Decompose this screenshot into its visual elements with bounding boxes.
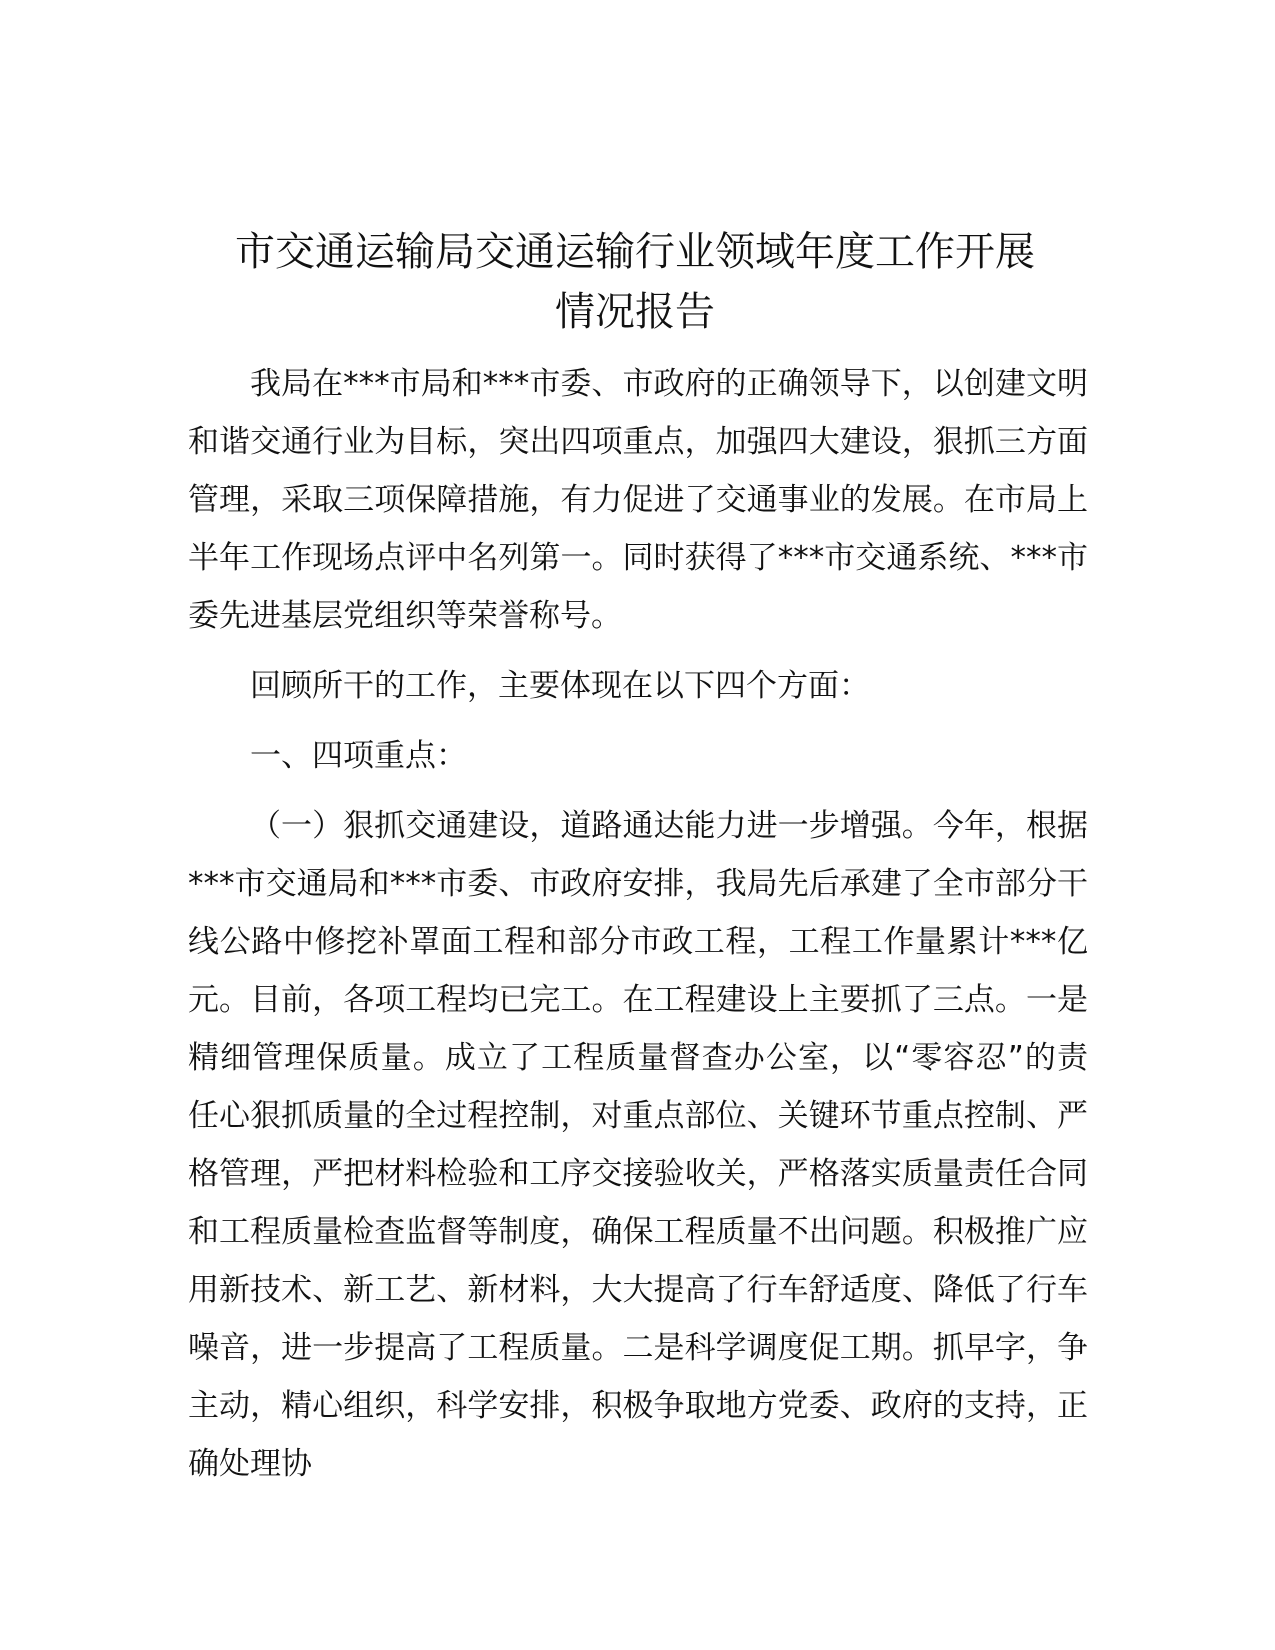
subsection-paragraph: （一）狠抓交通建设，道路通达能力进一步增强。今年，根据***市交通局和***市委、市政府安排，我局先后承建了全市部分干线公路中修挖补罩面工程和部分市政工程，工程工作量累计***亿元。目前，各项工程均已完工。在工程建设上主要抓了三点。一是精细管理保质量。成立了工程质量督查办公室，以“零容忍”的责任心狠抓质量的全过程控制，对重点部位、关键环节重点控制、严格管理，严把材料检验和工序交接验收关，严格落实质量责任合同和工程质量检查监督等制度，确保工程质量不出问题。积极推广应用新技术、新工艺、新材料，大大提高了行车舒适度、降低了行车噪音，进一步提高了工程质量。二是科学调度促工期。抓早字，争主动，精心组织，科学安排，积极争取地方党委、政府的支持，正确处理协 (188, 808, 1088, 1482)
review-paragraph: 回顾所干的工作，主要体现在以下四个方面： (250, 668, 870, 704)
title-line-1: 市交通运输局交通运输行业领域年度工作开展 (235, 229, 1035, 275)
intro-paragraph: 我局在***市局和***市委、市政府的正确领导下，以创建文明和谐交通行业为目标，突出四项重点，加强四大建设，狠抓三方面管理，采取三项保障措施，有力促进了交通事业的发展。在市局上半年工作现场点评中名列第一。同时获得了***市交通系统、***市委先进基层党组织等荣誉称号。 (188, 366, 1088, 634)
title-line-2: 情况报告 (555, 289, 715, 335)
section-heading: 一、四项重点： (250, 738, 467, 774)
document-title (185, 222, 1085, 342)
document-body (188, 355, 1088, 1505)
